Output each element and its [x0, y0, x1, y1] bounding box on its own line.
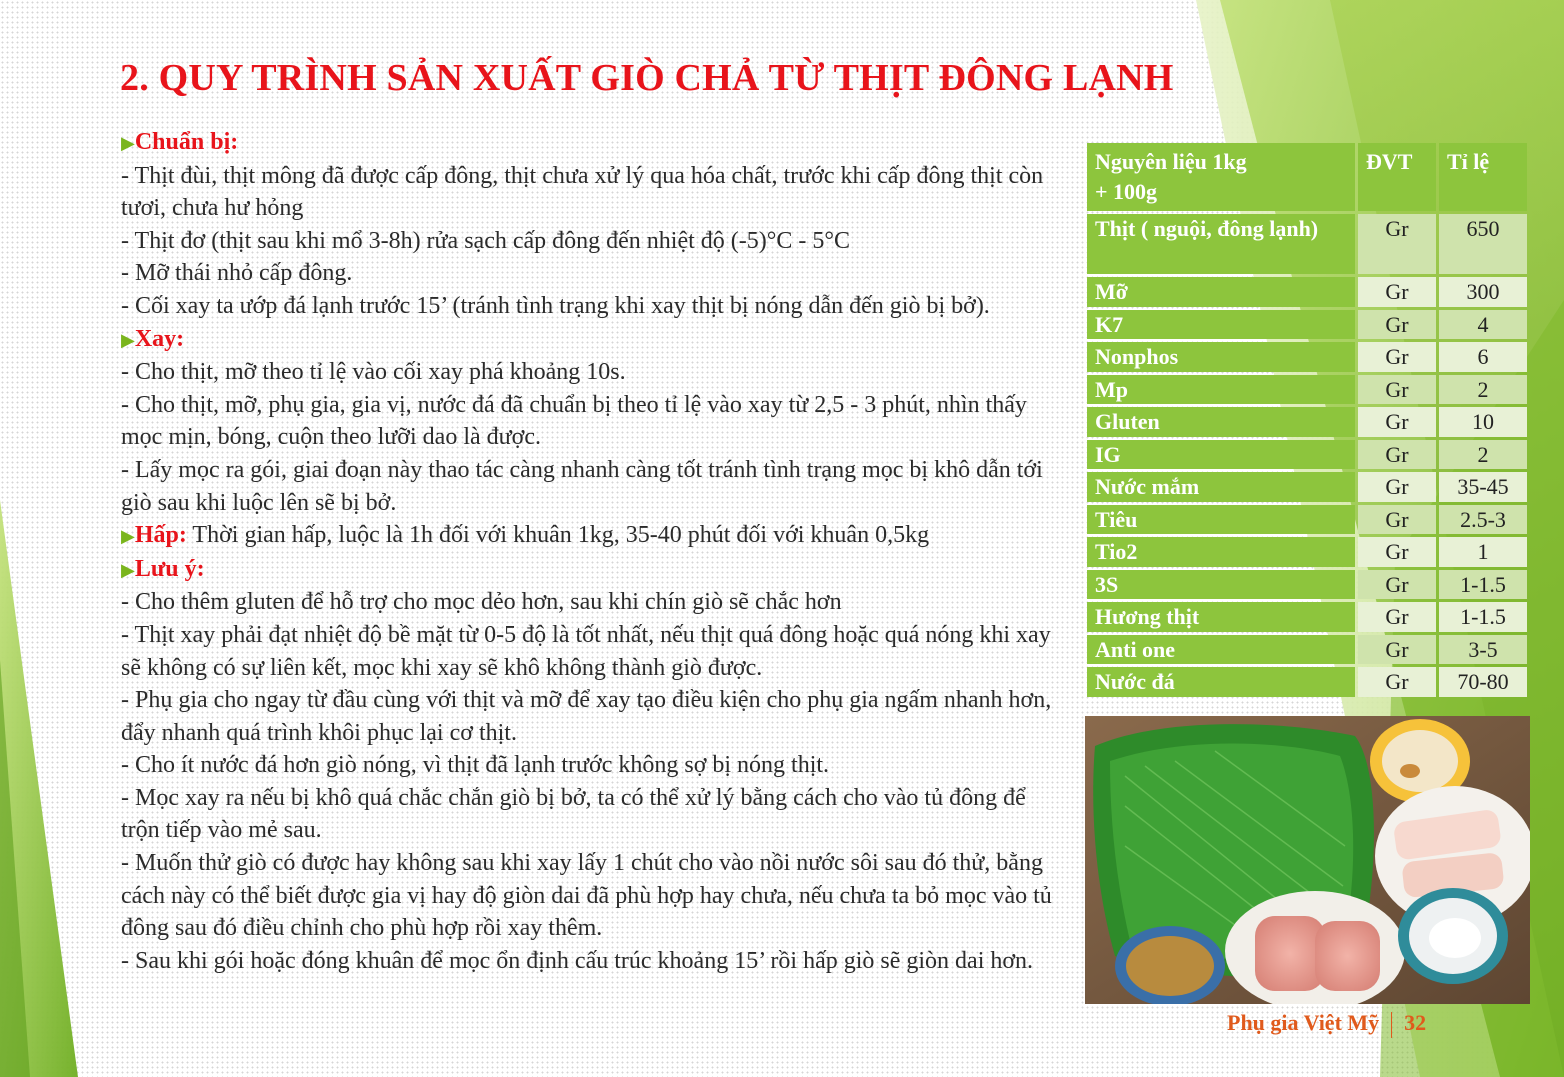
page-title: 2. QUY TRÌNH SẢN XUẤT GIÒ CHẢ TỪ THỊT ĐÔNG LẠNH [120, 57, 1174, 99]
section-heading-notes: ▶Lưu ý: [121, 555, 205, 582]
table-row: Gluten Gr 10 [1087, 407, 1527, 437]
note-line: - Phụ gia cho ngay từ đầu cùng với thịt và mỡ để xay tạo điều kiện cho phụ gia ngấm nhanh hơn, đẩy nhanh quá trình khôi phục lại cơ thịt. [121, 687, 1052, 746]
triangle-right-icon: ▶ [121, 133, 135, 153]
grind-line: - Lấy mọc ra gói, giai đoạn này thao tác càng nhanh càng tốt tránh tình trạng mọc bị khô dẫn tới giò sau khi luộc lên sẽ bị bở. [121, 456, 1043, 516]
prep-line: - Mỡ thái nhỏ cấp đông. [121, 260, 353, 287]
table-row: Nonphos Gr 6 [1087, 342, 1527, 372]
table-row: Nước mắm Gr 35-45 [1087, 472, 1527, 502]
procedure-text [121, 126, 1066, 977]
triangle-right-icon: ▶ [121, 559, 135, 580]
section-steam: ▶Hấp: Thời gian hấp, luộc là 1h đối với khuân 1kg, 35-40 phút đối với khuân 0,5kg [121, 522, 930, 549]
table-row: Mp Gr 2 [1087, 375, 1527, 405]
table-row: Nước đá Gr 70-80 [1087, 667, 1527, 697]
section-heading-prep: ▶Chuẩn bị: [121, 129, 239, 155]
grind-line: - Cho thịt, mỡ theo tỉ lệ vào cối xay phá khoảng 10s. [121, 359, 626, 386]
header-ingredient: Nguyên liệu 1kg + 100g [1087, 143, 1355, 211]
header-unit: ĐVT [1358, 143, 1436, 211]
table-row: Tiêu Gr 2.5-3 [1087, 505, 1527, 535]
footer-divider [1391, 1012, 1392, 1038]
ingredient-table [1084, 140, 1530, 700]
section-heading-grind: ▶Xay: [121, 325, 185, 352]
table-row: K7 Gr 4 [1087, 310, 1527, 340]
note-line: - Thịt xay phải đạt nhiệt độ bề mặt từ 0-5 độ là tốt nhất, nếu thịt quá đông hoặc quá nóng khi xay sẽ không có sự liên kết, mọc khi xay sẽ khô không thành giò được. [121, 621, 1051, 681]
note-line: - Sau khi gói hoặc đóng khuân để mọc ổn định cấu trúc khoảng 15’ rồi hấp giò sẽ giòn dai hơn. [121, 947, 1034, 974]
note-line: - Cho thêm gluten để hỗ trợ cho mọc dẻo hơn, sau khi chín giò sẽ chắc hơn [121, 589, 842, 616]
header-ratio: Tỉ lệ [1439, 143, 1527, 211]
triangle-right-icon: ▶ [121, 526, 135, 547]
note-line: - Muốn thử giò có được hay không sau khi xay lấy 1 chút cho vào nồi nước sôi sau đó thử, bằng cách này có thể biết được gia vị hay độ giòn dai đã phù hợp hay chưa, nếu chưa ta bỏ mọc vào tủ đông sau đó điều chỉnh cho phù hợp rồi xay thêm. [121, 850, 1052, 942]
prep-line: - Thịt đơ (thịt sau khi mổ 3-8h) rửa sạch cấp đông đến nhiệt độ (-5)°C - 5°C [121, 227, 850, 254]
table-row: Hương thịt Gr 1-1.5 [1087, 602, 1527, 632]
footer-brand: Phụ gia Việt Mỹ [1227, 1010, 1380, 1035]
grind-line: - Cho thịt, mỡ, phụ gia, gia vị, nước đá đã chuẩn bị theo tỉ lệ vào xay từ 2,5 - 3 phút, nhìn thấy mọc mịn, bóng, cuộn theo lưỡi dao là được. [121, 391, 1027, 451]
footer [1227, 1010, 1426, 1038]
steam-text: Thời gian hấp, luộc là 1h đối với khuân 1kg, 35-40 phút đối với khuân 0,5kg [186, 522, 930, 549]
ingredients-photo [1085, 716, 1530, 1004]
table-row: Tio2 Gr 1 [1087, 537, 1527, 567]
triangle-right-icon: ▶ [121, 329, 135, 350]
table-row: Anti one Gr 3-5 [1087, 635, 1527, 665]
table-row: Thịt ( nguội, đông lạnh) Gr 650 [1087, 214, 1527, 274]
page-number: 32 [1404, 1010, 1427, 1035]
table-row: IG Gr 2 [1087, 440, 1527, 470]
prep-line: - Cối xay ta ướp đá lạnh trước 15’ (tránh tình trạng khi xay thịt bị nóng dẫn đến giò bị bở). [121, 292, 990, 319]
table-row: 3S Gr 1-1.5 [1087, 570, 1527, 600]
note-line: - Cho ít nước đá hơn giò nóng, vì thịt đã lạnh trước không sợ bị nóng thịt. [121, 752, 830, 779]
table-row: Mỡ Gr 300 [1087, 277, 1527, 307]
note-line: - Mọc xay ra nếu bị khô quá chắc chắn giò bị bở, ta có thể xử lý bằng cách cho vào tủ đông để trộn tiếp vào mẻ sau. [121, 784, 1026, 844]
prep-line: - Thịt đùi, thịt mông đã được cấp đông, thịt chưa xử lý qua hóa chất, trước khi cấp đông thịt còn tươi, chưa hư hỏng [121, 162, 1044, 222]
table-header-row [1087, 143, 1527, 211]
